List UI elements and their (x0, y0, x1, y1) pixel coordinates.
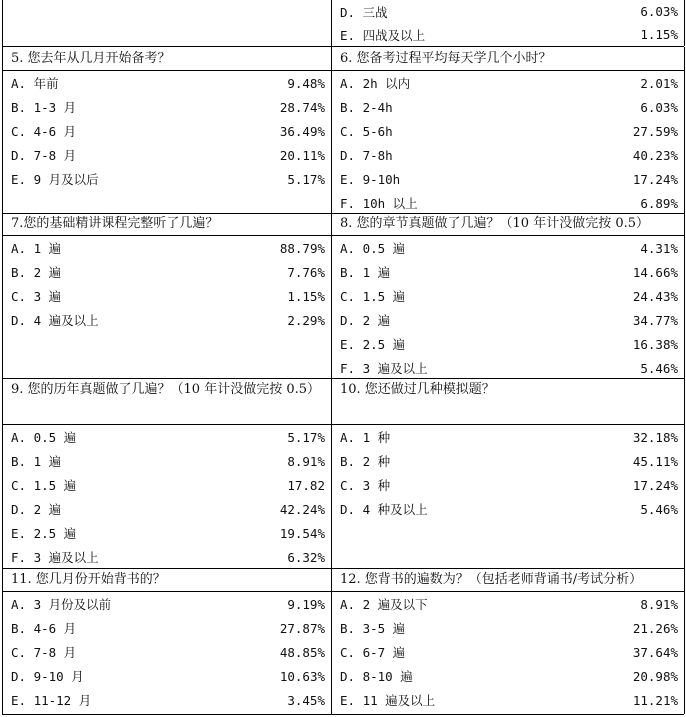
question-block-10 (331, 378, 685, 568)
option-row (332, 688, 684, 712)
option-label: B. 4-6 月 (11, 621, 77, 636)
option-percent: 2.29% (287, 312, 325, 328)
option-row (332, 236, 684, 260)
option-label: B. 1 遍 (340, 265, 391, 280)
option-percent: 17.24% (632, 477, 678, 493)
option-label: C. 1.5 遍 (11, 478, 77, 493)
question-block-11 (2, 568, 331, 714)
option-label: E. 四战及以上 (340, 27, 426, 43)
question-title: 11. 您几月份开始背书的？ (3, 568, 331, 592)
option-percent: 1.15% (287, 288, 325, 304)
option-percent: 42.24% (279, 501, 325, 517)
option-row (3, 260, 331, 284)
question-title: 10. 您还做过几种模拟题？ (332, 378, 684, 425)
option-label: D. 9-10 月 (11, 669, 84, 684)
option-row (332, 497, 684, 521)
option-label: A. 0.5 遍 (340, 241, 406, 256)
option-label: D. 4 遍及以上 (11, 313, 99, 328)
option-row (332, 640, 684, 664)
option-row (332, 95, 684, 119)
option-row (3, 308, 331, 332)
option-percent: 11.21% (632, 692, 678, 708)
option-row (3, 71, 331, 95)
option-row (3, 473, 331, 497)
option-label: E. 2.5 遍 (340, 337, 406, 352)
option-label: D. 2 遍 (11, 502, 62, 517)
option-percent: 88.79% (279, 240, 325, 256)
option-row (332, 23, 684, 46)
option-row (3, 167, 331, 191)
question-title: 7.您的基础精讲课程完整听了几遍？ (3, 212, 331, 236)
option-percent: 9.48% (287, 75, 325, 91)
option-label: A. 0.5 遍 (11, 430, 77, 445)
option-percent: 21.26% (632, 620, 678, 636)
option-row (332, 664, 684, 688)
option-label: E. 11 遍及以上 (340, 693, 436, 708)
question-title: 6. 您备考过程平均每天学几个小时？ (332, 47, 684, 71)
option-label: D. 2 遍 (340, 313, 391, 328)
option-row (332, 143, 684, 167)
question-block-7 (2, 212, 331, 378)
option-label: B. 2 种 (340, 454, 391, 469)
option-percent: 5.46% (640, 360, 678, 376)
option-percent: 36.49% (279, 123, 325, 139)
option-row (332, 616, 684, 640)
option-label: B. 2 遍 (11, 265, 62, 280)
question-block-9 (2, 378, 331, 568)
option-label: F. 3 遍及以上 (340, 361, 428, 376)
option-label: C. 6-7 遍 (340, 645, 406, 660)
option-percent: 16.38% (632, 336, 678, 352)
option-percent: 28.74% (279, 99, 325, 115)
option-row (3, 592, 331, 616)
survey-row-11-12 (2, 568, 684, 715)
survey-table (2, 0, 684, 716)
option-label: B. 2-4h (340, 99, 393, 115)
option-label: C. 4-6 月 (11, 124, 77, 139)
option-percent: 14.66% (632, 264, 678, 280)
option-row (332, 356, 684, 380)
option-row (332, 284, 684, 308)
option-row (3, 284, 331, 308)
option-percent: 27.87% (279, 620, 325, 636)
option-label: C. 3 遍 (11, 289, 62, 304)
option-label: A. 2h 以内 (340, 76, 411, 91)
option-row (3, 497, 331, 521)
survey-cell-q4-tail (331, 0, 685, 46)
option-label: D. 8-10 遍 (340, 669, 413, 684)
option-row (3, 143, 331, 167)
option-label: B. 1-3 月 (11, 100, 77, 115)
option-percent: 8.91% (287, 453, 325, 469)
option-percent: 27.59% (632, 123, 678, 139)
option-percent: 9.19% (287, 596, 325, 612)
option-label: A. 年前 (11, 76, 59, 91)
option-label: E. 2.5 遍 (11, 526, 77, 541)
option-label: B. 3-5 遍 (340, 621, 406, 636)
option-label: A. 3 月份及以前 (11, 597, 112, 612)
option-row (3, 449, 331, 473)
option-row (332, 449, 684, 473)
option-label: E. 9 月及以后 (11, 172, 99, 187)
option-row (3, 545, 331, 569)
option-label: C. 3 种 (340, 478, 391, 493)
option-row (3, 640, 331, 664)
option-percent: 6.03% (640, 4, 678, 19)
option-row (332, 592, 684, 616)
survey-row-top (2, 0, 684, 47)
option-percent: 4.31% (640, 240, 678, 256)
option-label: B. 1 遍 (11, 454, 62, 469)
option-percent: 45.11% (632, 453, 678, 469)
option-row (332, 473, 684, 497)
option-label: D. 7-8 月 (11, 148, 77, 163)
option-percent: 20.11% (279, 147, 325, 163)
option-label: C. 1.5 遍 (340, 289, 406, 304)
option-label: F. 10h 以上 (340, 196, 418, 211)
option-percent: 20.98% (632, 668, 678, 684)
option-percent: 1.15% (640, 27, 678, 42)
option-row (332, 167, 684, 191)
question-title: 12. 您背书的遍数为？（包括老师背诵书/考试分析） (332, 568, 684, 592)
option-percent: 19.54% (279, 525, 325, 541)
survey-cell-empty (2, 0, 331, 46)
survey-row-9-10 (2, 378, 684, 569)
option-percent: 17.24% (632, 171, 678, 187)
question-block-12 (331, 568, 685, 714)
option-percent: 40.23% (632, 147, 678, 163)
option-row (3, 521, 331, 545)
option-label: E. 11-12 月 (11, 693, 92, 708)
option-row (3, 664, 331, 688)
option-label: D. 三战 (340, 4, 388, 20)
option-percent: 7.76% (287, 264, 325, 280)
option-row (332, 308, 684, 332)
option-percent: 10.63% (279, 668, 325, 684)
survey-row-7-8 (2, 212, 684, 379)
option-percent: 32.18% (632, 429, 678, 445)
question-title: 9. 您的历年真题做了几遍？（10 年计没做完按 0.5） (3, 378, 331, 425)
option-row (332, 425, 684, 449)
question-title: 5. 您去年从几月开始备考？ (3, 47, 331, 71)
option-row (332, 260, 684, 284)
option-row (3, 236, 331, 260)
option-percent: 5.17% (287, 171, 325, 187)
option-row (3, 95, 331, 119)
option-percent: 5.46% (640, 501, 678, 517)
option-row (332, 71, 684, 95)
option-label: F. 3 遍及以上 (11, 550, 99, 565)
option-label: D. 4 种及以上 (340, 502, 428, 517)
option-percent: 48.85% (279, 644, 325, 660)
option-label: A. 2 遍及以下 (340, 597, 428, 612)
option-label: A. 1 遍 (11, 241, 62, 256)
option-percent: 17.82 (287, 477, 325, 493)
option-row (3, 616, 331, 640)
option-percent: 34.77% (632, 312, 678, 328)
option-percent: 6.89% (640, 195, 678, 211)
option-label: A. 1 种 (340, 430, 391, 445)
option-row (332, 332, 684, 356)
option-percent: 6.03% (640, 99, 678, 115)
option-percent: 8.91% (640, 596, 678, 612)
option-label: C. 7-8 月 (11, 645, 77, 660)
question-block-5 (2, 47, 331, 213)
option-percent: 3.45% (287, 692, 325, 708)
option-row (3, 425, 331, 449)
question-block-6 (331, 47, 685, 213)
option-percent: 2.01% (640, 75, 678, 91)
question-title: 8. 您的章节真题做了几遍？（10 年计没做完按 0.5） (332, 212, 684, 236)
option-percent: 6.32% (287, 549, 325, 565)
option-row (332, 0, 684, 23)
option-percent: 24.43% (632, 288, 678, 304)
option-row (3, 119, 331, 143)
option-row (332, 119, 684, 143)
option-percent: 37.64% (632, 644, 678, 660)
survey-row-5-6 (2, 46, 684, 214)
question-block-8 (331, 212, 685, 378)
option-percent: 5.17% (287, 429, 325, 445)
option-label: E. 9-10h (340, 171, 401, 187)
option-label: C. 5-6h (340, 123, 393, 139)
option-row (3, 688, 331, 712)
option-label: D. 7-8h (340, 147, 393, 163)
